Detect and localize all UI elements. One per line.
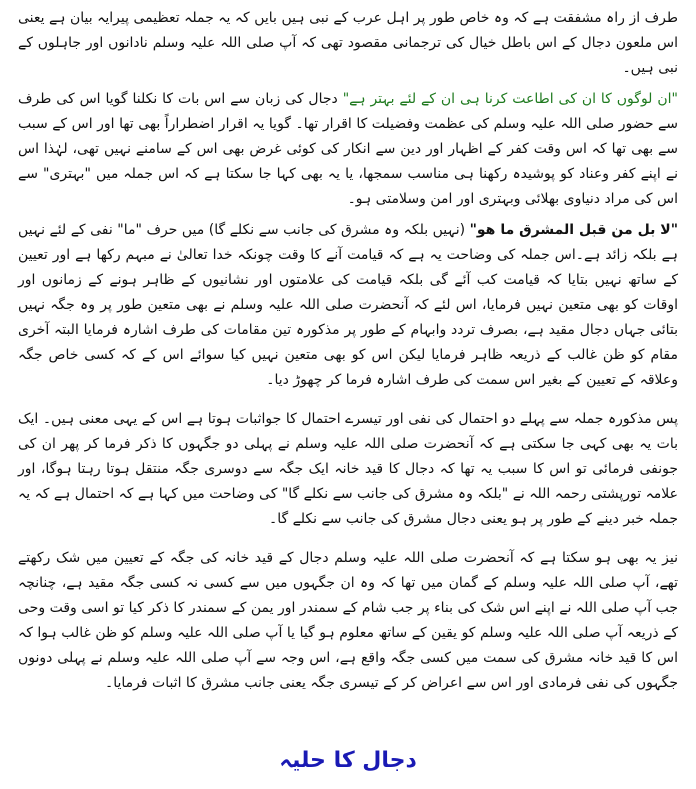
paragraph-1-text: طرف از راہ مشفقت ہے کہ وہ خاص طور پر اہل عرب کے نبی ہیں بایں کہ یہ جملہ تعظیمی پیرایہ بیان ہے یعنی اس ملعون دجال کے اس باطل خیال کی ترجمانی مقصود تھی کہ آپ صلی اللہ علیہ وسلم نادانوں اور جاہلوں کے نبی ہیں۔ <box>18 10 678 76</box>
paragraph-2 <box>18 87 678 212</box>
paragraph-4-text: پس مذکورہ جملہ سے پہلے دو احتمال کی نفی اور تیسرے احتمال کا جواثبات ہوتا ہے اس کے یہی معنی ہیں۔ ایک بات یہ بھی کہی جا سکتی ہے کہ آنحضرت صلی اللہ علیہ وسلم نے پہلی دو جگہوں کا ذکر فرما کر پھر ان کی جونفی فرمائی تو اس کا سبب یہ تھا کہ دجال کا قید خانہ ایک جگہ سے دوسری جگہ منتقل ہوتا رہتا ہوگا، اور علامہ تورپشتی رحمہ اللہ نے "بلکہ وہ مشرق کی جانب سے نکلے گا" کی وضاحت میں کہا ہے کہ احتمال ہے کہ یہ جملہ خبر دینے کے طور پر ہو یعنی دجال مشرق کی جانب سے نکلے گا۔ <box>18 411 678 527</box>
paragraph-3-text: (نہیں بلکہ وہ مشرق کی جانب سے نکلے گا) میں حرف "ما" نفی کے لئے نہیں ہے بلکہ زائد ہے۔اس جملہ کی وضاحت یہ ہے کہ قیامت آنے کا وقت چونکہ خدا تعالیٰ نے مبہم رکھا ہے اور تعیین کے ساتھ نہیں بتایا کہ قیامت کب آئے گی بلکہ قیامت کی علامتوں اور نشانیوں کے ظاہر ہونے کے زمانوں اور اوقات کو بھی متعین نہیں فرمایا، اس لئے کہ آنحضرت صلی اللہ علیہ وسلم نے بھی متعین طور پر وہ جگہ نہیں بتائی جہاں دجال مقید ہے، بصرف تردد وابہام کے طور پر مذکورہ تین مقامات کی طرف اشارہ فرمایا البتہ آخری مقام کو ظن غالب کے ذریعہ ظاہر فرمایا لیکن اس کو بھی متعین نہیں کیا سوائے اس کے کہ کسی خاص جگہ وعلاقہ کے تعیین کے بغیر اس سمت کی طرف اشارہ فرما کر چھوڑ دیا۔ <box>18 222 678 388</box>
paragraph-5 <box>18 546 678 696</box>
paragraph-2-text: دجال کی زبان سے اس بات کا نکلنا گویا اس کی طرف سے حضور صلی اللہ علیہ وسلم کی عظمت وفضیلت کا اقرار تھا۔ گویا یہ اقرار اضطراراً بھی تھا اور اس کے سبب سے بھی تھا کہ اس وقت کفر کے اظہار اور دین سے انکار کی کوئی غرض بھی اس کے سامنے نہیں تھی، لہٰذا اس نے اپنے کفر وعناد کو پوشیدہ رکھنا ہی مناسب سمجھا، یا یہ بھی کہا جا سکتا ہے کہ اس جملہ میں "بہتری" سے اس کی مراد دنیاوی بھلائی وبہتری اور امن وسلامتی ہو۔ <box>18 91 678 207</box>
paragraph-5-text: نیز یہ بھی ہو سکتا ہے کہ آنحضرت صلی اللہ علیہ وسلم دجال کے قید خانہ کی جگہ کے تعیین میں شک رکھتے تھے، آپ صلی اللہ علیہ وسلم کے گمان میں تھا کہ وہ ان جگہوں میں سے کسی نہ کسی جگہ مقید ہے، چنانچہ جب آپ صلی اللہ نے اپنے اس شک کی بناء پر جب شام کے سمندر اور یمن کے سمندر کا ذکر کیا تو اسی وقت وحی کے ذریعہ آپ صلی اللہ علیہ وسلم کو یقین کے ساتھ معلوم ہو گیا یا آپ صلی اللہ علیہ وسلم کو ظن غالب ہوا کہ اس کا قید خانہ مشرق کی سمت میں کسی جگہ واقع ہے، اس وجہ سے آپ صلی اللہ علیہ وسلم نے پہلی دونوں جگہوں کی نفی فرمادی اور اس سے اعراض کر کے تیسری جگہ یعنی جانب مشرق کا اثبات فرمایا۔ <box>18 550 678 691</box>
paragraph-3 <box>18 218 678 393</box>
section-heading: دجال کا حلیہ <box>279 748 417 773</box>
paragraph-2-quote: "ان لوگوں کا ان کی اطاعت کرنا ہی ان کے لئے بہتر ہے" <box>342 91 678 107</box>
paragraph-4 <box>18 407 678 532</box>
paragraph-1 <box>18 6 678 81</box>
paragraph-3-arabic-quote: "لا بل من قبل المشرق ما هو" <box>469 222 678 238</box>
